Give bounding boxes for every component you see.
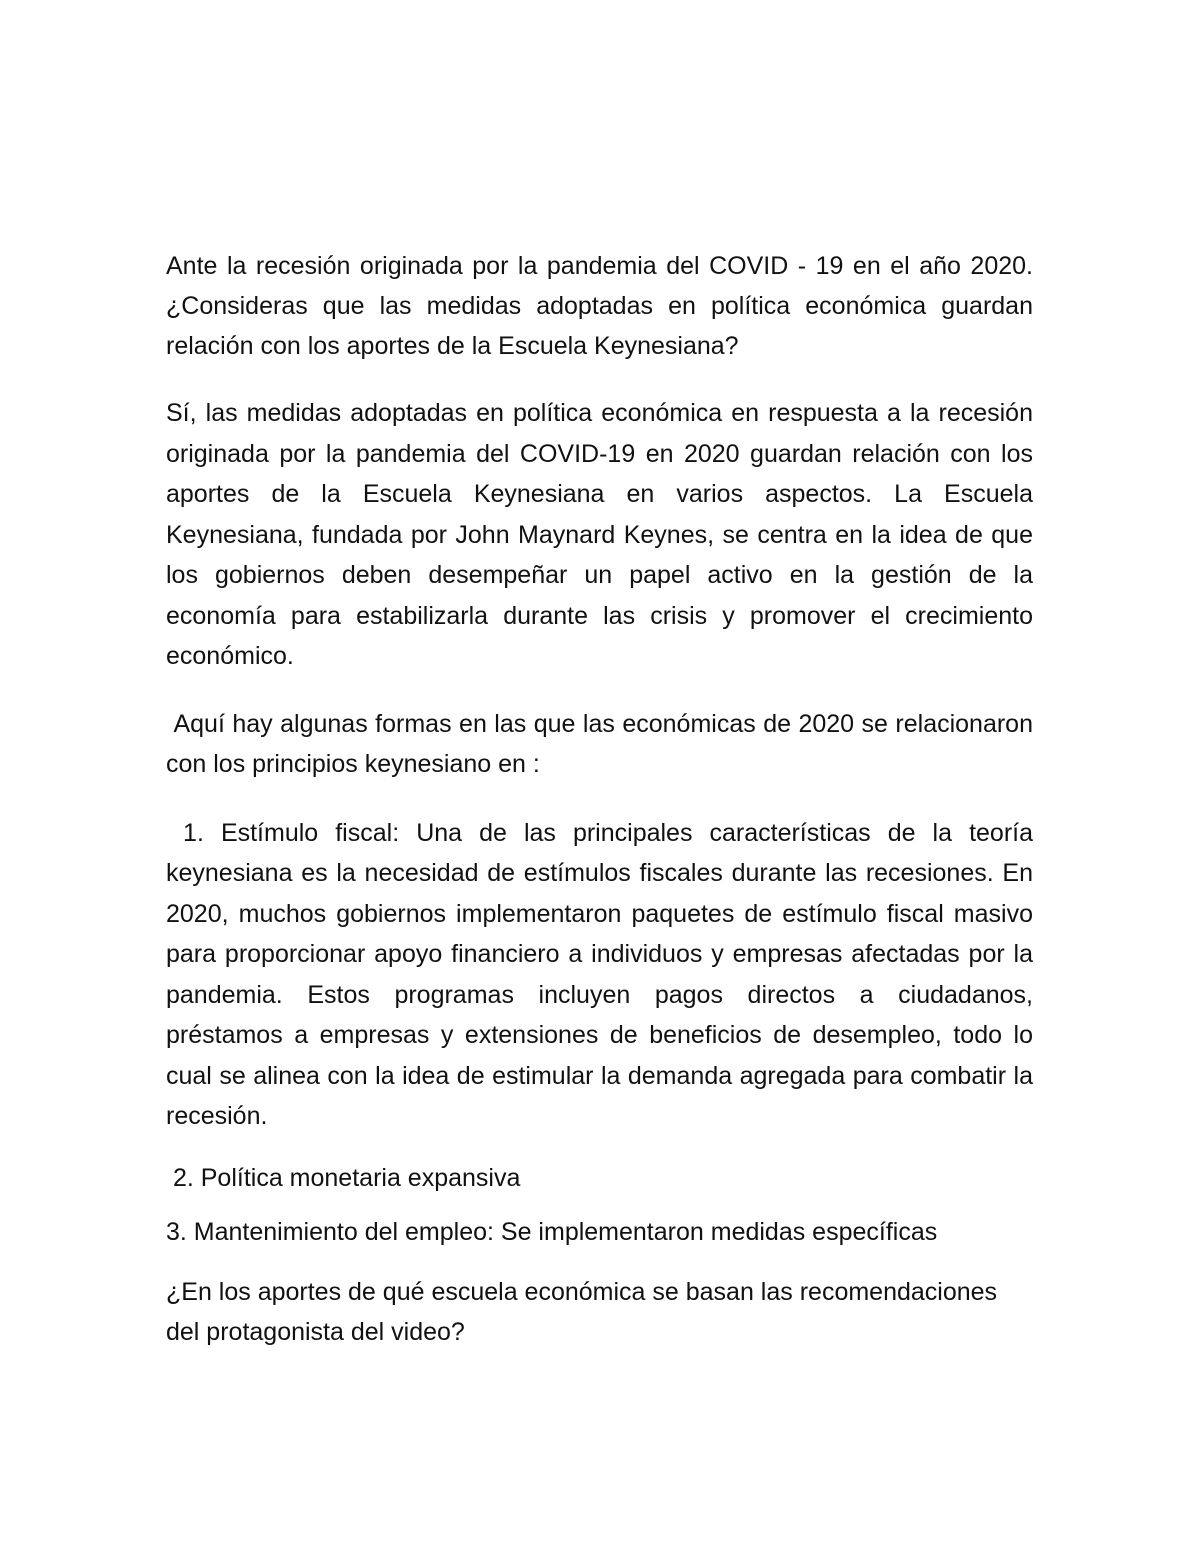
answer-paragraph: Sí, las medidas adoptadas en política económica en respuesta a la recesión originada por la pandemia del COVID-19 en 2020 guardan relación con los aportes de la Escuela Keynesiana en varios aspectos. La Escuela Keynesiana, fundada por John Maynard Keynes, se centra en la idea de que los gobiernos deben desempeñar un papel activo en la gestión de la economía para estabilizarla durante las crisis y promover el crecimiento económico. [166,399,1033,670]
document-body [166,246,1040,1352]
intro-paragraph: Aquí hay algunas formas en las que las económicas de 2020 se relacionaron con los principios keynesiano en : [166,709,1040,778]
list-item-1: 1. Estímulo fiscal: Una de las principales características de la teoría keynesiana es la necesidad de estímulos fiscales durante las recesiones. En 2020, muchos gobiernos implementaron paquetes de estímulo fiscal masivo para proporcionar apoyo financiero a individuos y empresas afectadas por la pandemia. Estos programas incluyen pagos directos a ciudadanos, préstamos a empresas y extensiones de beneficios de desempleo, todo lo cual se alinea con la idea de estimular la demanda agregada para combatir la recesión. [166,818,1040,1130]
question-paragraph-2: ¿En los aportes de qué escuela económica se basan las recomendaciones del protagonista del video? [166,1277,998,1346]
list-item-3: 3. Mantenimiento del empleo: Se implementaron medidas específicas [166,1217,938,1246]
question-paragraph-1: Ante la recesión originada por la pandemia del COVID - 19 en el año 2020. ¿Consideras que las medidas adoptadas en política económica guardan relación con los aportes de la Escuela Keynesiana? [166,252,1033,360]
list-item-2: 2. Política monetaria expansiva [166,1163,521,1192]
